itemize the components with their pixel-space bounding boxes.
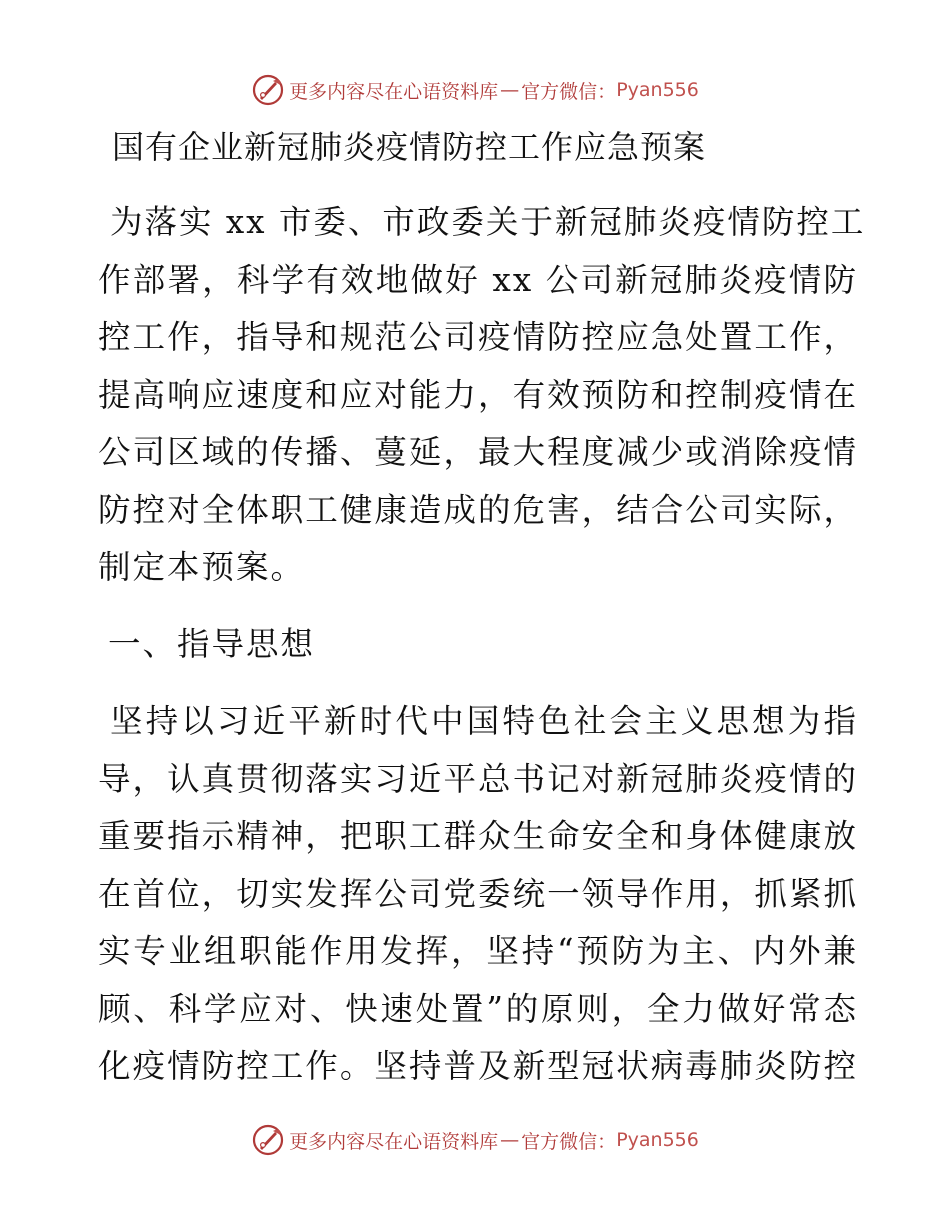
watermark-wechat-id: Pyan556 [616,1129,699,1151]
watermark-wechat-id: Pyan556 [616,79,699,101]
paragraph-line: 实专业组职能作用发挥，坚持“预防为主、内外兼 [98,932,858,970]
quill-logo-icon [251,1123,285,1157]
paragraph-line: 重要指示精神，把职工群众生命安全和身体健康放 [98,817,858,855]
guiding-ideology-paragraph [98,693,858,1096]
quill-logo-icon [251,73,285,107]
paragraph-line: 提高响应速度和应对能力，有效预防和控制疫情在 [98,375,858,414]
section-heading-guiding-ideology: 一、指导思想 [108,625,316,663]
paragraph-line: 为落实 xx 市委、市政委关于新冠肺炎疫情防控工 [110,203,866,241]
paragraph-line: 在首位，切实发挥公司党委统一领导作用，抓紧抓 [98,874,858,913]
paragraph-line: 控工作，指导和规范公司疫情防控应急处置工作， [98,318,858,356]
paragraph-line: 顾、科学应对、快速处置”的原则，全力做好常态 [98,989,858,1028]
watermark-dash: — [500,79,520,101]
document-title: 国有企业新冠肺炎疫情防控工作应急预案 [112,128,707,166]
paragraph-line: 坚持以习近平新时代中国特色社会主义思想为指 [110,702,858,740]
paragraph-line: 作部署，科学有效地做好 xx 公司新冠肺炎疫情防 [98,260,858,299]
watermark-wechat-label: 官方微信： [521,80,617,103]
watermark-wechat-label: 官方微信： [521,1130,617,1153]
paragraph-line: 制定本预案。 [98,548,306,586]
footer-watermark [0,1120,950,1160]
watermark-text: 更多内容尽在心语资料库 [289,80,499,103]
watermark-dash: — [500,1129,520,1151]
intro-paragraph [98,194,866,597]
header-watermark [0,70,950,110]
paragraph-line: 导，认真贯彻落实习近平总书记对新冠肺炎疫情的 [98,759,858,798]
paragraph-line: 公司区域的传播、蔓延，最大程度减少或消除疫情 [98,433,858,471]
paragraph-line: 防控对全体职工健康造成的危害，结合公司实际， [98,490,858,529]
paragraph-line: 化疫情防控工作。坚持普及新型冠状病毒肺炎防控 [98,1047,858,1085]
watermark-text: 更多内容尽在心语资料库 [289,1130,499,1153]
